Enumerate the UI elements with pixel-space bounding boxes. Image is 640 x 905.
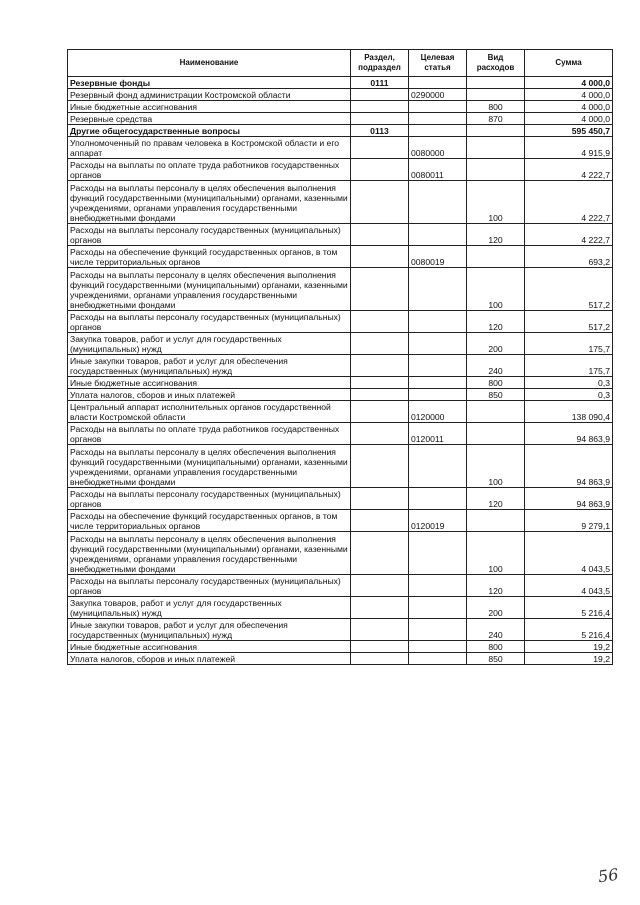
table-row — [68, 181, 613, 224]
cell-target: 0080011 — [409, 159, 467, 181]
cell-amount: 5 216,4 — [525, 597, 613, 619]
cell-name: Расходы на выплаты персоналу в целях обеспечения выполнения функций государственными (муниципальными) органами, казенными учреждениями, органами управления государственными внебюджетными фондами — [68, 268, 351, 311]
cell-expense — [467, 401, 525, 423]
table-row — [68, 423, 613, 445]
cell-amount: 4 222,7 — [525, 224, 613, 246]
cell-target — [409, 597, 467, 619]
cell-name: Расходы на выплаты персоналу в целях обеспечения выполнения функций государственными (муниципальными) органами, казенными учреждениями, органами управления государственными внебюджетными фондами — [68, 532, 351, 575]
header-section: Раздел, подраздел — [351, 50, 409, 77]
cell-section — [351, 423, 409, 445]
cell-target — [409, 224, 467, 246]
cell-expense: 200 — [467, 333, 525, 355]
cell-section — [351, 445, 409, 488]
cell-section — [351, 389, 409, 401]
table-row — [68, 619, 613, 641]
cell-name: Иные бюджетные ассигнования — [68, 377, 351, 389]
cell-target: 0120000 — [409, 401, 467, 423]
cell-target — [409, 181, 467, 224]
page-number: 56 — [596, 864, 620, 887]
cell-expense: 100 — [467, 268, 525, 311]
cell-name: Закупка товаров, работ и услуг для государственных (муниципальных) нужд — [68, 597, 351, 619]
cell-amount: 4 000,0 — [525, 89, 613, 101]
table-row — [68, 377, 613, 389]
cell-expense — [467, 423, 525, 445]
cell-amount: 4 043,5 — [525, 575, 613, 597]
cell-amount: 517,2 — [525, 311, 613, 333]
header-amount: Сумма — [525, 50, 613, 77]
cell-expense — [467, 89, 525, 101]
table-row — [68, 401, 613, 423]
cell-amount: 4 043,5 — [525, 532, 613, 575]
cell-name: Расходы на выплаты персоналу в целях обеспечения выполнения функций государственными (муниципальными) органами, казенными учреждениями, органами управления государственными внебюджетными фондами — [68, 445, 351, 488]
cell-expense — [467, 77, 525, 89]
cell-expense: 120 — [467, 224, 525, 246]
cell-amount: 9 279,1 — [525, 510, 613, 532]
cell-expense: 120 — [467, 311, 525, 333]
cell-amount: 595 450,7 — [525, 125, 613, 137]
header-target: Целевая статья — [409, 50, 467, 77]
cell-expense — [467, 246, 525, 268]
cell-target: 0080019 — [409, 246, 467, 268]
cell-target — [409, 653, 467, 665]
cell-expense — [467, 159, 525, 181]
cell-section — [351, 355, 409, 377]
cell-section — [351, 488, 409, 510]
table-row — [68, 653, 613, 665]
table-row — [68, 445, 613, 488]
table-row — [68, 597, 613, 619]
cell-section — [351, 224, 409, 246]
table-row — [68, 575, 613, 597]
cell-name: Иные закупки товаров, работ и услуг для обеспечения государственных (муниципальных) нужд — [68, 355, 351, 377]
cell-name: Расходы на выплаты персоналу в целях обеспечения выполнения функций государственными (муниципальными) органами, казенными учреждениями, органами управления государственными внебюджетными фондами — [68, 181, 351, 224]
cell-amount: 693,2 — [525, 246, 613, 268]
cell-expense: 240 — [467, 619, 525, 641]
cell-amount: 4 000,0 — [525, 101, 613, 113]
cell-section — [351, 246, 409, 268]
cell-amount: 138 090,4 — [525, 401, 613, 423]
cell-name: Расходы на выплаты персоналу государственных (муниципальных) органов — [68, 575, 351, 597]
cell-expense — [467, 510, 525, 532]
cell-section — [351, 619, 409, 641]
cell-target — [409, 641, 467, 653]
cell-section — [351, 89, 409, 101]
budget-table — [67, 49, 613, 665]
cell-target — [409, 113, 467, 125]
cell-expense: 870 — [467, 113, 525, 125]
cell-section — [351, 597, 409, 619]
cell-target — [409, 377, 467, 389]
cell-target — [409, 575, 467, 597]
cell-section — [351, 377, 409, 389]
cell-target: 0080000 — [409, 137, 467, 159]
cell-amount: 94 863,9 — [525, 445, 613, 488]
cell-name: Уполномоченный по правам человека в Костромской области и его аппарат — [68, 137, 351, 159]
table-row — [68, 268, 613, 311]
cell-amount: 4 000,0 — [525, 113, 613, 125]
cell-target: 0120011 — [409, 423, 467, 445]
cell-section — [351, 101, 409, 113]
cell-expense: 100 — [467, 445, 525, 488]
cell-amount: 0,3 — [525, 389, 613, 401]
table-row — [68, 532, 613, 575]
cell-name: Закупка товаров, работ и услуг для государственных (муниципальных) нужд — [68, 333, 351, 355]
cell-section — [351, 510, 409, 532]
cell-name: Расходы на выплаты персоналу государственных (муниципальных) органов — [68, 224, 351, 246]
cell-amount: 4 915,9 — [525, 137, 613, 159]
cell-amount: 94 863,9 — [525, 488, 613, 510]
cell-name: Расходы на выплаты по оплате труда работников государственных органов — [68, 159, 351, 181]
cell-target — [409, 532, 467, 575]
cell-target: 0290000 — [409, 89, 467, 101]
table-row — [68, 246, 613, 268]
cell-section: 0113 — [351, 125, 409, 137]
cell-target — [409, 311, 467, 333]
cell-name: Иные бюджетные ассигнования — [68, 641, 351, 653]
cell-target — [409, 488, 467, 510]
cell-target — [409, 333, 467, 355]
cell-expense: 120 — [467, 575, 525, 597]
cell-target — [409, 268, 467, 311]
table-row — [68, 125, 613, 137]
header-name: Наименование — [68, 50, 351, 77]
cell-amount: 4 222,7 — [525, 181, 613, 224]
cell-amount: 19,2 — [525, 653, 613, 665]
cell-name: Другие общегосударственные вопросы — [68, 125, 351, 137]
cell-amount: 175,7 — [525, 333, 613, 355]
table-row — [68, 641, 613, 653]
cell-target — [409, 125, 467, 137]
cell-section — [351, 532, 409, 575]
cell-expense: 800 — [467, 101, 525, 113]
cell-section — [351, 653, 409, 665]
cell-amount: 4 000,0 — [525, 77, 613, 89]
cell-target — [409, 445, 467, 488]
cell-section — [351, 575, 409, 597]
cell-expense: 240 — [467, 355, 525, 377]
table-row — [68, 224, 613, 246]
cell-section — [351, 333, 409, 355]
table-row — [68, 89, 613, 101]
cell-expense: 120 — [467, 488, 525, 510]
cell-name: Уплата налогов, сборов и иных платежей — [68, 653, 351, 665]
cell-expense — [467, 125, 525, 137]
table-body — [68, 77, 613, 665]
cell-amount: 94 863,9 — [525, 423, 613, 445]
cell-name: Центральный аппарат исполнительных органов государственной власти Костромской области — [68, 401, 351, 423]
cell-target — [409, 355, 467, 377]
cell-name: Иные закупки товаров, работ и услуг для обеспечения государственных (муниципальных) нужд — [68, 619, 351, 641]
cell-expense: 800 — [467, 641, 525, 653]
cell-expense: 850 — [467, 653, 525, 665]
header-expense: Вид расходов — [467, 50, 525, 77]
table-row — [68, 77, 613, 89]
table-header — [68, 50, 613, 77]
table-row — [68, 113, 613, 125]
table-row — [68, 488, 613, 510]
cell-name: Расходы на выплаты персоналу государственных (муниципальных) органов — [68, 488, 351, 510]
table-row — [68, 389, 613, 401]
cell-target — [409, 619, 467, 641]
cell-section: 0111 — [351, 77, 409, 89]
cell-name: Расходы на обеспечение функций государственных органов, в том числе территориальных органов — [68, 246, 351, 268]
cell-expense: 100 — [467, 181, 525, 224]
cell-amount: 4 222,7 — [525, 159, 613, 181]
cell-amount: 517,2 — [525, 268, 613, 311]
cell-target — [409, 101, 467, 113]
cell-target — [409, 389, 467, 401]
cell-section — [351, 159, 409, 181]
cell-section — [351, 181, 409, 224]
cell-expense: 100 — [467, 532, 525, 575]
cell-name: Резервные средства — [68, 113, 351, 125]
cell-name: Уплата налогов, сборов и иных платежей — [68, 389, 351, 401]
table-row — [68, 311, 613, 333]
cell-target: 0120019 — [409, 510, 467, 532]
cell-section — [351, 401, 409, 423]
cell-amount: 175,7 — [525, 355, 613, 377]
cell-name: Резервные фонды — [68, 77, 351, 89]
cell-name: Расходы на обеспечение функций государственных органов, в том числе территориальных органов — [68, 510, 351, 532]
cell-section — [351, 137, 409, 159]
cell-name: Резервный фонд администрации Костромской области — [68, 89, 351, 101]
cell-section — [351, 311, 409, 333]
cell-section — [351, 113, 409, 125]
cell-section — [351, 641, 409, 653]
cell-amount: 0,3 — [525, 377, 613, 389]
table-row — [68, 355, 613, 377]
table-row — [68, 101, 613, 113]
cell-target — [409, 77, 467, 89]
cell-expense: 850 — [467, 389, 525, 401]
cell-expense — [467, 137, 525, 159]
cell-name: Расходы на выплаты по оплате труда работников государственных органов — [68, 423, 351, 445]
cell-name: Иные бюджетные ассигнования — [68, 101, 351, 113]
cell-amount: 19,2 — [525, 641, 613, 653]
table-row — [68, 159, 613, 181]
cell-section — [351, 268, 409, 311]
cell-expense: 800 — [467, 377, 525, 389]
table-row — [68, 510, 613, 532]
table-row — [68, 137, 613, 159]
cell-name: Расходы на выплаты персоналу государственных (муниципальных) органов — [68, 311, 351, 333]
table-row — [68, 333, 613, 355]
cell-expense: 200 — [467, 597, 525, 619]
cell-amount: 5 216,4 — [525, 619, 613, 641]
